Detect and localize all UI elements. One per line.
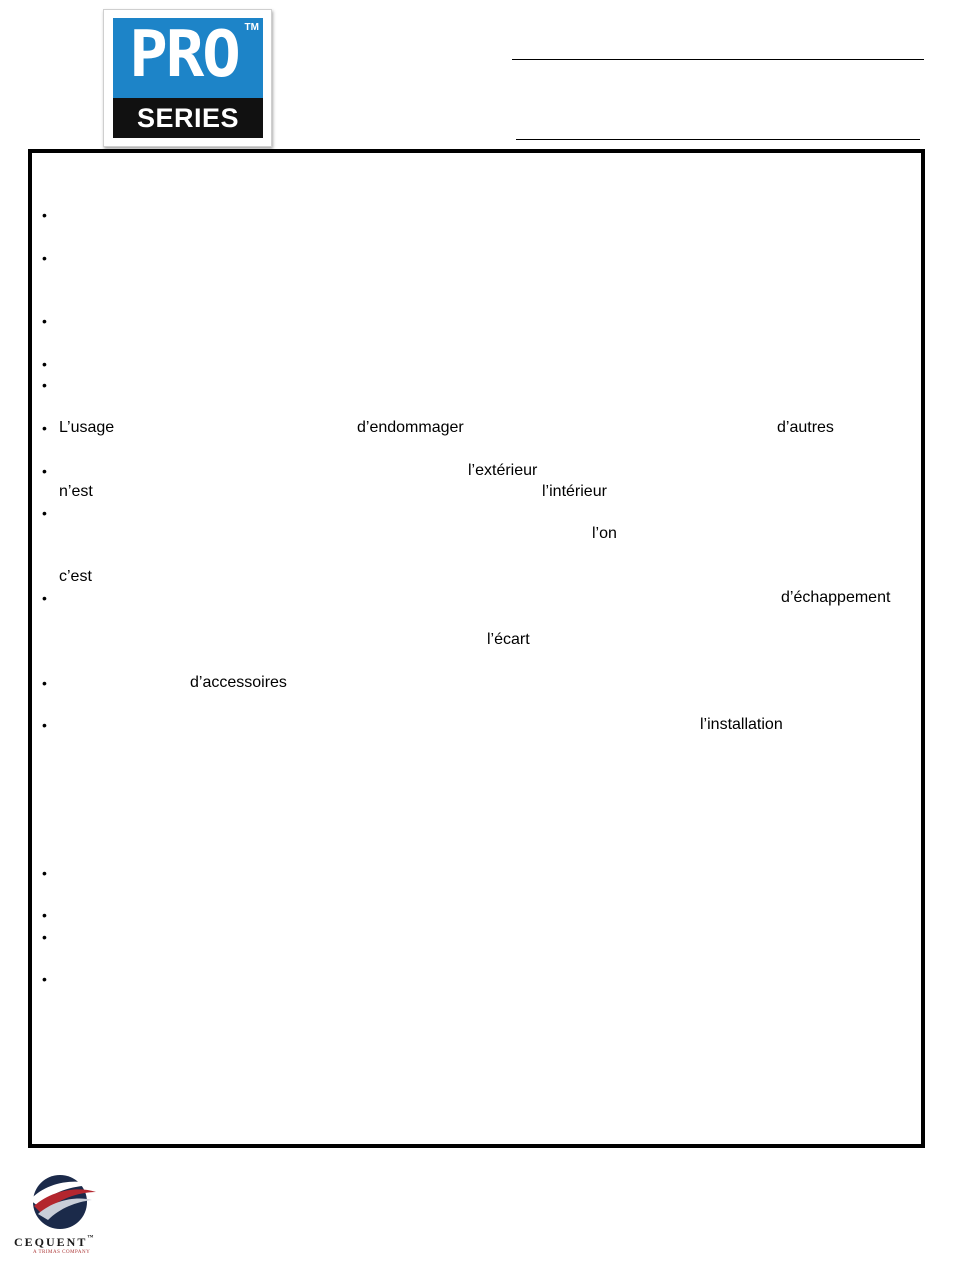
text-installation: l’installation <box>700 716 783 733</box>
logo-pro-text: PRO <box>129 18 239 92</box>
bullet: • <box>42 907 47 923</box>
text-echappement: d’échappement <box>781 589 891 606</box>
logo-series-text: SERIES <box>113 98 263 138</box>
text-ecart: l’écart <box>487 631 530 648</box>
bullet: • <box>42 463 47 479</box>
text-interieur: l’intérieur <box>542 483 607 500</box>
bullet: • <box>42 377 47 393</box>
header-rule-top <box>512 59 924 60</box>
text-lon: l’on <box>592 525 617 542</box>
cequent-wordmark: CEQUENT™ <box>14 1235 96 1249</box>
content-frame <box>28 149 925 1148</box>
logo-pro-panel <box>113 18 263 98</box>
text-cest: c’est <box>59 568 92 585</box>
bullet: • <box>42 590 47 606</box>
header-rule-bottom <box>516 139 920 140</box>
bullet: • <box>42 675 47 691</box>
text-endommager: d’endommager <box>357 419 464 436</box>
bullet: • <box>42 250 47 266</box>
text-accessoires: d’accessoires <box>190 674 287 691</box>
bullet: • <box>42 505 47 521</box>
bullet: • <box>42 929 47 945</box>
bullet: • <box>42 971 47 987</box>
text-nest: n’est <box>59 483 93 500</box>
bullet: • <box>42 207 47 223</box>
logo-trademark: TM <box>244 22 259 33</box>
bullet: • <box>42 865 47 881</box>
bullet: • <box>42 356 47 372</box>
bullet: • <box>42 717 47 733</box>
text-exterieur: l’extérieur <box>468 462 538 479</box>
pro-series-logo <box>103 9 272 147</box>
text-autres: d’autres <box>777 419 834 436</box>
bullet: • <box>42 313 47 329</box>
cequent-tagline: A TRIMAS COMPANY <box>33 1250 91 1255</box>
bullet: • <box>42 420 47 436</box>
text-usage: L’usage <box>59 419 115 436</box>
